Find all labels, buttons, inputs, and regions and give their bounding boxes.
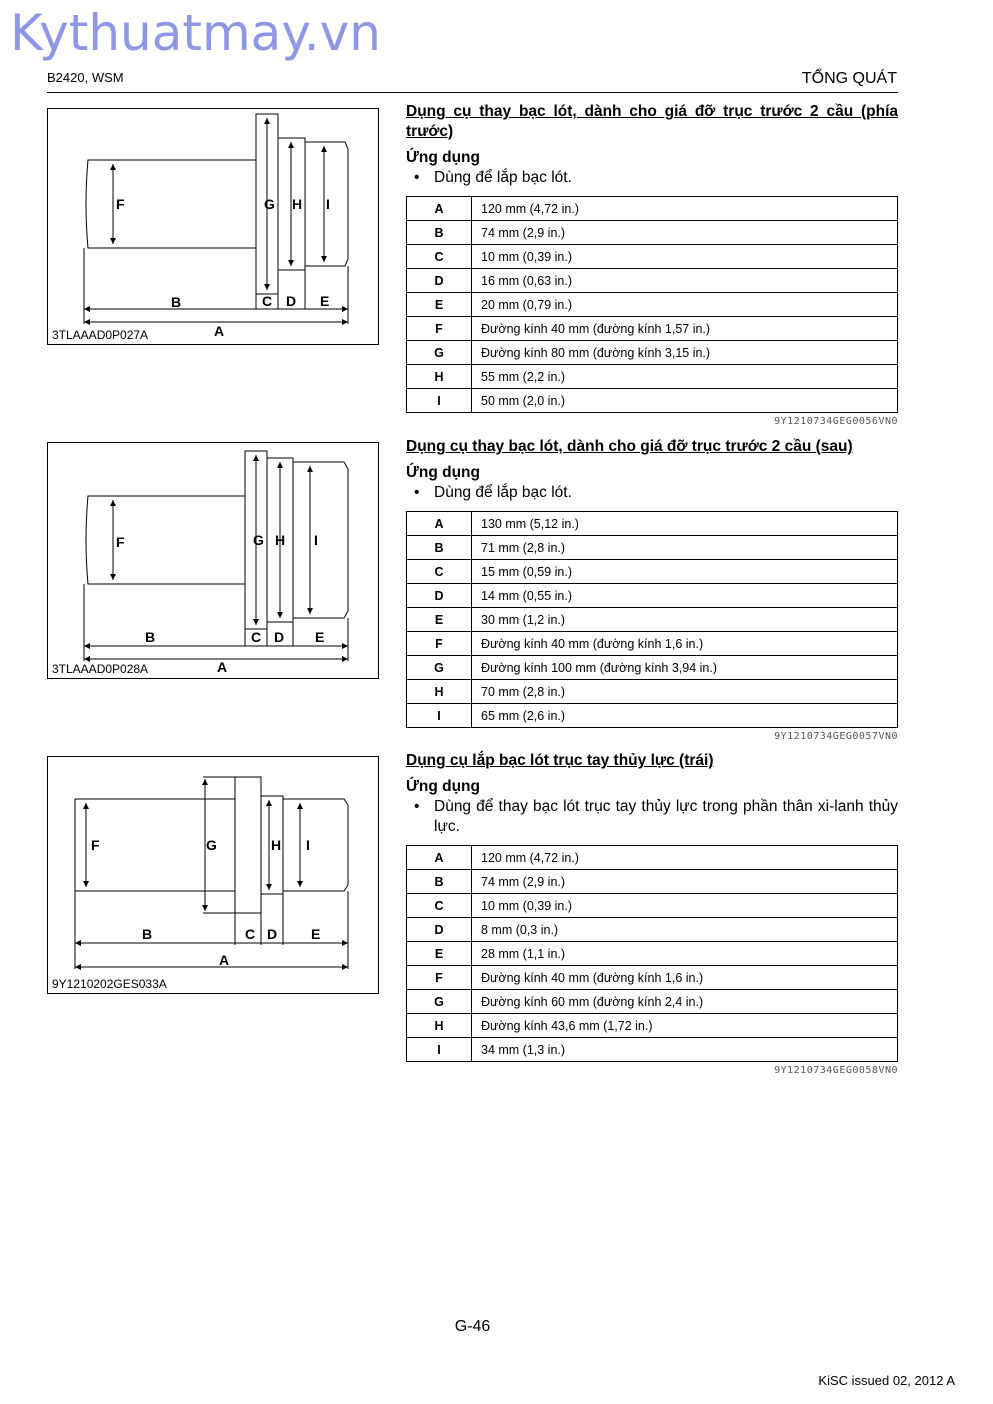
row-value: 10 mm (0,39 in.) [472, 894, 898, 918]
diagram-label-b: B [171, 294, 182, 310]
issue-note: KiSC issued 02, 2012 A [818, 1373, 955, 1388]
row-value: Đường kính 43,6 mm (1,72 in.) [472, 1014, 898, 1038]
section-title: Dụng cụ thay bạc lót, dành cho giá đỡ trục trước 2 cầu (sau) [406, 438, 853, 455]
section-tool-2 [406, 437, 898, 742]
row-value: 20 mm (0,79 in.) [472, 293, 898, 317]
application-heading: Ứng dụng [406, 149, 480, 166]
diagram-label-f: F [91, 837, 100, 853]
header-model: B2420, WSM [47, 70, 124, 85]
table-row [407, 560, 898, 584]
row-key: F [407, 317, 472, 341]
table-row [407, 608, 898, 632]
row-value: Đường kính 60 mm (đường kính 2,4 in.) [472, 990, 898, 1014]
table-row [407, 942, 898, 966]
application-heading: Ứng dụng [406, 778, 480, 795]
table-row [407, 656, 898, 680]
table-row [407, 990, 898, 1014]
row-key: H [407, 680, 472, 704]
table-row [407, 632, 898, 656]
row-key: G [407, 656, 472, 680]
row-key: B [407, 870, 472, 894]
row-value: 14 mm (0,55 in.) [472, 584, 898, 608]
diagram-label-g: G [253, 532, 264, 548]
table-row [407, 512, 898, 536]
diagram-label-b: B [142, 926, 153, 942]
row-key: F [407, 632, 472, 656]
spec-table [406, 845, 898, 1062]
row-value: 34 mm (1,3 in.) [472, 1038, 898, 1062]
row-value: Đường kính 40 mm (đường kính 1,6 in.) [472, 632, 898, 656]
row-key: H [407, 365, 472, 389]
diagram-label-b: B [145, 629, 156, 645]
table-row [407, 365, 898, 389]
row-value: 70 mm (2,8 in.) [472, 680, 898, 704]
diagram-label-h: H [275, 532, 286, 548]
row-value: 10 mm (0,39 in.) [472, 245, 898, 269]
diagram-label-e: E [320, 293, 330, 309]
table-row [407, 680, 898, 704]
diagram-label-i: I [326, 196, 330, 212]
row-key: I [407, 389, 472, 413]
diagram-label-e: E [315, 629, 325, 645]
row-key: D [407, 584, 472, 608]
table-row [407, 870, 898, 894]
row-key: G [407, 990, 472, 1014]
row-key: C [407, 894, 472, 918]
watermark: Kythuatmay.vn [10, 4, 381, 62]
row-key: F [407, 966, 472, 990]
row-key: E [407, 293, 472, 317]
table-row [407, 269, 898, 293]
table-row [407, 221, 898, 245]
application-bullet: • Dùng để lắp bạc lót. [406, 483, 898, 503]
figure-code: 3TLAAAD0P027A [52, 328, 149, 342]
table-row [407, 918, 898, 942]
table-row [407, 966, 898, 990]
row-value: 74 mm (2,9 in.) [472, 221, 898, 245]
section-tool-1 [406, 102, 898, 427]
table-row [407, 389, 898, 413]
diagram-label-h: H [271, 837, 282, 853]
table-row [407, 846, 898, 870]
row-value: 71 mm (2,8 in.) [472, 536, 898, 560]
row-value: 16 mm (0,63 in.) [472, 269, 898, 293]
row-value: 50 mm (2,0 in.) [472, 389, 898, 413]
row-value: 120 mm (4,72 in.) [472, 846, 898, 870]
diagram-label-a: A [214, 323, 225, 339]
row-key: I [407, 1038, 472, 1062]
diagram-label-f: F [116, 534, 125, 550]
row-key: C [407, 560, 472, 584]
figure-tool-1 [47, 108, 379, 345]
row-key: E [407, 608, 472, 632]
diagram-label-a: A [217, 659, 228, 675]
reference-code: 9Y1210734GEG0056VN0 [774, 416, 898, 427]
row-value: 28 mm (1,1 in.) [472, 942, 898, 966]
application-heading: Ứng dụng [406, 464, 480, 481]
diagram-label-c: C [251, 629, 262, 645]
section-title: Dụng cụ thay bạc lót, dành cho giá đỡ trục trước 2 cầu (phía trước) [406, 103, 898, 140]
table-row [407, 341, 898, 365]
row-key: D [407, 918, 472, 942]
table-row [407, 704, 898, 728]
row-value: 55 mm (2,2 in.) [472, 365, 898, 389]
reference-code: 9Y1210734GEG0057VN0 [774, 731, 898, 742]
figure-tool-3 [47, 756, 379, 994]
header-section: TỔNG QUÁT [801, 70, 897, 87]
tool-diagram-1 [48, 109, 378, 344]
page-number: G-46 [454, 1318, 491, 1335]
spec-table [406, 196, 898, 413]
tool-diagram-2 [48, 443, 378, 678]
diagram-label-i: I [306, 837, 310, 853]
table-row [407, 1014, 898, 1038]
row-value: 30 mm (1,2 in.) [472, 608, 898, 632]
row-value: 120 mm (4,72 in.) [472, 197, 898, 221]
diagram-label-d: D [267, 926, 278, 942]
figure-code: 9Y1210202GES033A [52, 977, 167, 991]
row-key: A [407, 846, 472, 870]
diagram-label-c: C [262, 293, 273, 309]
table-row [407, 317, 898, 341]
row-value: Đường kính 40 mm (đường kính 1,57 in.) [472, 317, 898, 341]
row-key: B [407, 536, 472, 560]
diagram-label-i: I [314, 532, 318, 548]
section-title: Dụng cụ lắp bạc lót trục tay thủy lực (trái) [406, 752, 714, 769]
spec-table [406, 511, 898, 728]
diagram-label-d: D [286, 293, 297, 309]
diagram-label-a: A [219, 952, 230, 968]
tool-diagram-3 [48, 757, 378, 993]
row-key: H [407, 1014, 472, 1038]
row-key: D [407, 269, 472, 293]
table-row [407, 536, 898, 560]
diagram-label-e: E [311, 926, 321, 942]
application-bullet: • Dùng để lắp bạc lót. [406, 168, 898, 188]
row-key: C [407, 245, 472, 269]
row-value: Đường kính 80 mm (đường kính 3,15 in.) [472, 341, 898, 365]
diagram-label-h: H [292, 196, 303, 212]
diagram-label-d: D [274, 629, 285, 645]
section-tool-3 [406, 751, 898, 1076]
diagram-label-g: G [264, 196, 275, 212]
diagram-label-c: C [245, 926, 256, 942]
table-row [407, 197, 898, 221]
row-value: 15 mm (0,59 in.) [472, 560, 898, 584]
row-value: 8 mm (0,3 in.) [472, 918, 898, 942]
table-row [407, 894, 898, 918]
row-value: Đường kính 40 mm (đường kính 1,6 in.) [472, 966, 898, 990]
application-bullet: • Dùng để thay bạc lót trục tay thủy lực trong phần thân xi-lanh thủy lực. [406, 797, 898, 837]
row-key: I [407, 704, 472, 728]
table-row [407, 245, 898, 269]
row-value: 74 mm (2,9 in.) [472, 870, 898, 894]
diagram-label-g: G [206, 837, 217, 853]
row-key: E [407, 942, 472, 966]
table-row [407, 1038, 898, 1062]
row-key: G [407, 341, 472, 365]
row-key: A [407, 197, 472, 221]
table-row [407, 293, 898, 317]
diagram-label-f: F [116, 196, 125, 212]
table-row [407, 584, 898, 608]
row-key: A [407, 512, 472, 536]
row-value: Đường kính 100 mm (đường kính 3,94 in.) [472, 656, 898, 680]
reference-code: 9Y1210734GEG0058VN0 [774, 1065, 898, 1076]
row-key: B [407, 221, 472, 245]
figure-code: 3TLAAAD0P028A [52, 662, 149, 676]
header-rule [47, 92, 898, 93]
figure-tool-2 [47, 442, 379, 679]
row-value: 130 mm (5,12 in.) [472, 512, 898, 536]
row-value: 65 mm (2,6 in.) [472, 704, 898, 728]
